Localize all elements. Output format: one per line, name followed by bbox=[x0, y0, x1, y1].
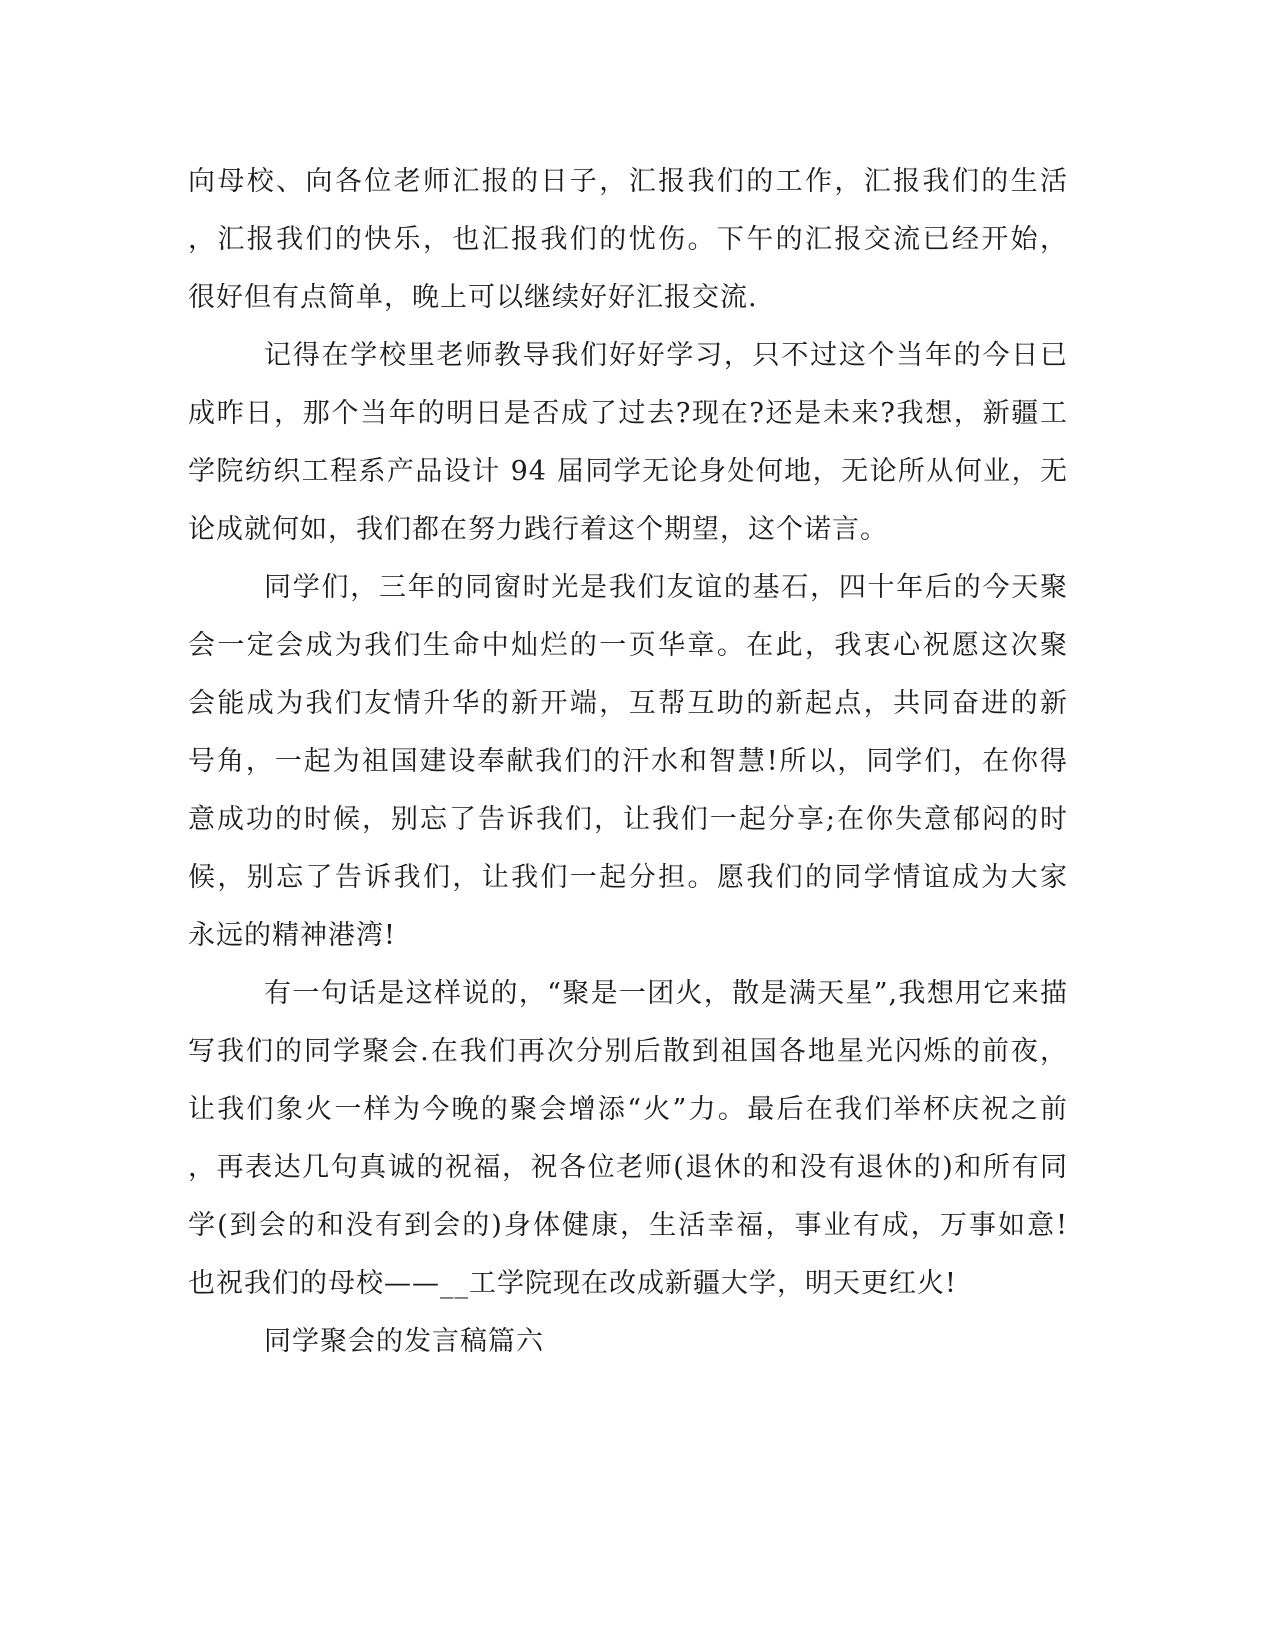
text-line: 很好但有点简单，晚上可以继续好好汇报交流. bbox=[188, 282, 758, 313]
text-line: 让我们象火一样为今晚的聚会增添“火”力。最后在我们举杯庆祝之前 bbox=[188, 1094, 1068, 1125]
text-line: 会一定会成为我们生命中灿烂的一页华章。在此，我衷心祝愿这次聚 bbox=[188, 630, 1068, 661]
text-line: 向母校、向各位老师汇报的日子，汇报我们的工作，汇报我们的生活 bbox=[188, 166, 1068, 197]
text-line: 论成就何如，我们都在努力践行着这个期望，这个诺言。 bbox=[188, 514, 888, 545]
text-line: 号角，一起为祖国建设奉献我们的汗水和智慧!所以，同学们，在你得 bbox=[188, 746, 1068, 777]
text-line: ，再表达几句真诚的祝福，祝各位老师(退休的和没有退休的)和所有同 bbox=[188, 1152, 1068, 1183]
text-line: 意成功的时候，别忘了告诉我们，让我们一起分享;在你失意郁闷的时 bbox=[188, 804, 1068, 835]
text-line: 学院纺织工程系产品设计 94 届同学无论身处何地，无论所从何业，无 bbox=[188, 456, 1068, 487]
paragraph-first-line: 记得在学校里老师教导我们好好学习，只不过这个当年的今日已 bbox=[264, 340, 1068, 371]
paragraph-first-line: 有一句话是这样说的，“聚是一团火，散是满天星”,我想用它来描 bbox=[264, 978, 1068, 1009]
text-line: 也祝我们的母校——__工学院现在改成新疆大学，明天更红火! bbox=[188, 1268, 957, 1299]
text-line: 候，别忘了告诉我们，让我们一起分担。愿我们的同学情谊成为大家 bbox=[188, 862, 1068, 893]
section-heading: 同学聚会的发言稿篇六 bbox=[264, 1326, 544, 1357]
text-line: 永远的精神港湾! bbox=[188, 920, 396, 951]
paragraph-first-line: 同学们，三年的同窗时光是我们友谊的基石，四十年后的今天聚 bbox=[264, 572, 1068, 603]
text-line: 学(到会的和没有到会的)身体健康，生活幸福，事业有成，万事如意! bbox=[188, 1210, 1068, 1241]
text-line: 写我们的同学聚会.在我们再次分别后散到祖国各地星光闪烁的前夜， bbox=[188, 1036, 1068, 1067]
text-line: 成昨日，那个当年的明日是否成了过去?现在?还是未来?我想，新疆工 bbox=[188, 398, 1068, 429]
text-line: 会能成为我们友情升华的新开端，互帮互助的新起点，共同奋进的新 bbox=[188, 688, 1068, 719]
text-line: ，汇报我们的快乐，也汇报我们的忧伤。下午的汇报交流已经开始， bbox=[188, 224, 1068, 255]
